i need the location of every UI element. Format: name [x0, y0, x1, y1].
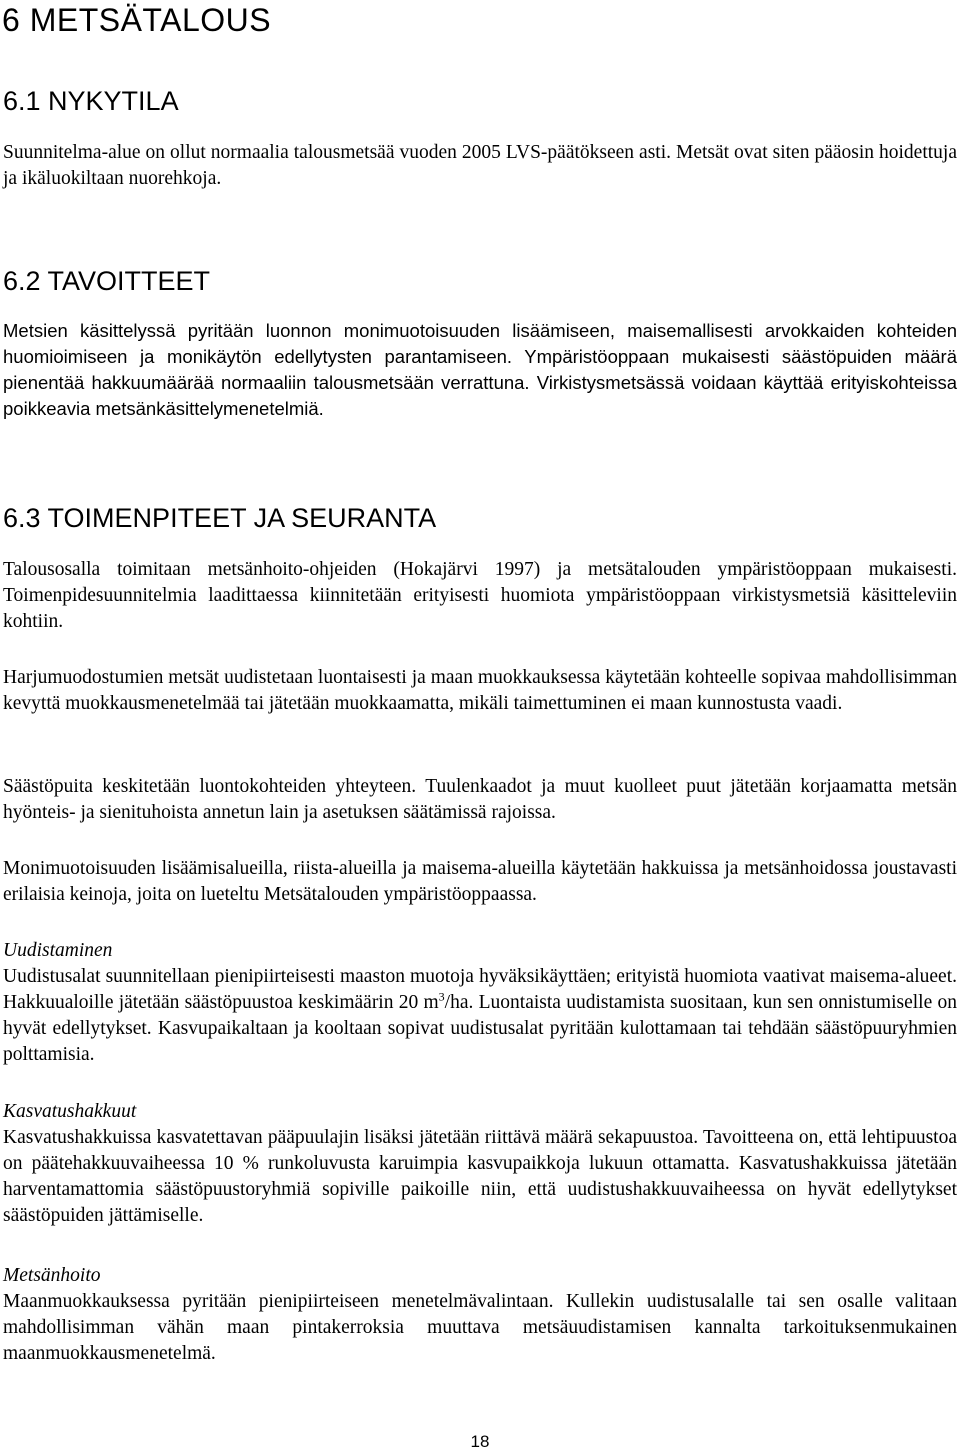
metsanhoito-text: Maanmuokkauksessa pyritään pienipiirteiseen menetelmävalintaan. Kullekin uudistusalalle tai sen osalle valitaan mahdollisimman vähän maan pintakerroksia muuttava metsäuudistamisen kannalta tarkoituksenmukainen maanmuokkausmenetelmä. — [3, 1291, 957, 1364]
paragraph-nykytila: Suunnitelma-alue on ollut normaalia talousmetsää vuoden 2005 LVS-päätökseen asti. Metsät ovat siten pääosin hoidettuja ja ikäluokiltaan nuorehkoja. — [3, 142, 957, 189]
subsection-title-metsanhoito: Metsänhoito — [3, 1265, 101, 1286]
page-number: 18 — [470, 1432, 490, 1451]
uudistaminen-text-a: Uudistusalat suunnitellaan pienipiirteisesti maaston muotoja hyväksikäyttäen; erityistä huomiota vaativat maisema-alueet. Hakkuualoille jätetään säästöpuustoa keskimäärin 20 m — [3, 966, 957, 1013]
paragraph-toimenpiteet-4: Monimuotoisuuden lisäämisalueilla, riista-alueilla ja maisema-alueilla käytetään hakkuissa ja metsänhoidossa joustavasti erilaisia keinoja, joita on lueteltu Metsätalouden ympäristöoppaassa. — [3, 858, 957, 905]
kasvatushakkuut-text: Kasvatushakkuissa kasvatettavan pääpuulajin lisäksi jätetään riittävä määrä sekapuustoa. Tavoitteena on, että lehtipuustoa on päätehakkuuvaiheessa 10 % runkoluvusta karuimpia kasvupaikkoja lukuun ottamatta. Kasvatushakkuissa jätetään harventamattomia säästöpuustoryhmiä sopiville paikoille niin, että uudistushakkuuvaiheessa on hyvät edellytykset säästöpuiden jättämiselle. — [3, 1127, 957, 1226]
section-heading-tavoitteet: 6.2 TAVOITTEET — [3, 266, 211, 296]
subsection-metsanhoito — [3, 1263, 957, 1367]
paragraph-toimenpiteet-1: Talousosalla toimitaan metsänhoito-ohjeiden (Hokajärvi 1997) ja metsätalouden ympäristöoppaan mukaisesti. Toimenpidesuunnitelmia laadittaessa kiinnitetään erityisesti huomiota ympäristöoppaan virkistysmetsiä käsitteleviin kohtiin. — [3, 559, 957, 632]
uudistaminen-text-b: /ha. Luontaista uudistamista suositaan, kun sen onnistumiselle on hyvät edellytykset. Kasvupaikaltaan ja kooltaan sopivat uudistusalat pyritään kulottamaan tai tehdään säästöpuuryhmien polttamisia. — [3, 992, 957, 1065]
paragraph-toimenpiteet-3: Säästöpuita keskitetään luontokohteiden yhteyteen. Tuulenkaadot ja muut kuolleet puut jätetään korjaamatta metsän hyönteis- ja sienituhoista annetun lain ja asetuksen säätämissä rajoissa. — [3, 776, 957, 823]
section-heading-toimenpiteet: 6.3 TOIMENPITEET JA SEURANTA — [3, 503, 437, 533]
subsection-kasvatushakkuut — [3, 1099, 957, 1229]
paragraph-tavoitteet: Metsien käsittelyssä pyritään luonnon monimuotoisuuden lisäämiseen, maisemallisesti arvokkaiden kohteiden huomioimiseen ja monikäytön edellytysten parantamiseen. Ympäristöoppaan mukaisesti säästöpuiden määrä pienentää hakkuumäärää normaaliin talousmetsään verrattuna. Virkistysmetsässä voidaan käyttää erityiskohteissa poikkeavia metsänkäsittelymenetelmiä. — [3, 320, 957, 419]
unit-superscript: 3 — [438, 989, 445, 1004]
chapter-title: 6 METSÄTALOUS — [2, 2, 272, 38]
subsection-title-kasvatushakkuut: Kasvatushakkuut — [3, 1101, 137, 1122]
subsection-title-uudistaminen: Uudistaminen — [3, 940, 113, 961]
subsection-uudistaminen — [3, 938, 957, 1068]
paragraph-toimenpiteet-2: Harjumuodostumien metsät uudistetaan luontaisesti ja maan muokkauksessa käytetään kohteelle sopivaa mahdollisimman kevyttä muokkausmenetelmää tai jätetään muokkaamatta, mikäli taimettuminen ei maan kunnostusta vaadi. — [3, 667, 957, 714]
section-heading-nykytila: 6.1 NYKYTILA — [3, 86, 179, 116]
